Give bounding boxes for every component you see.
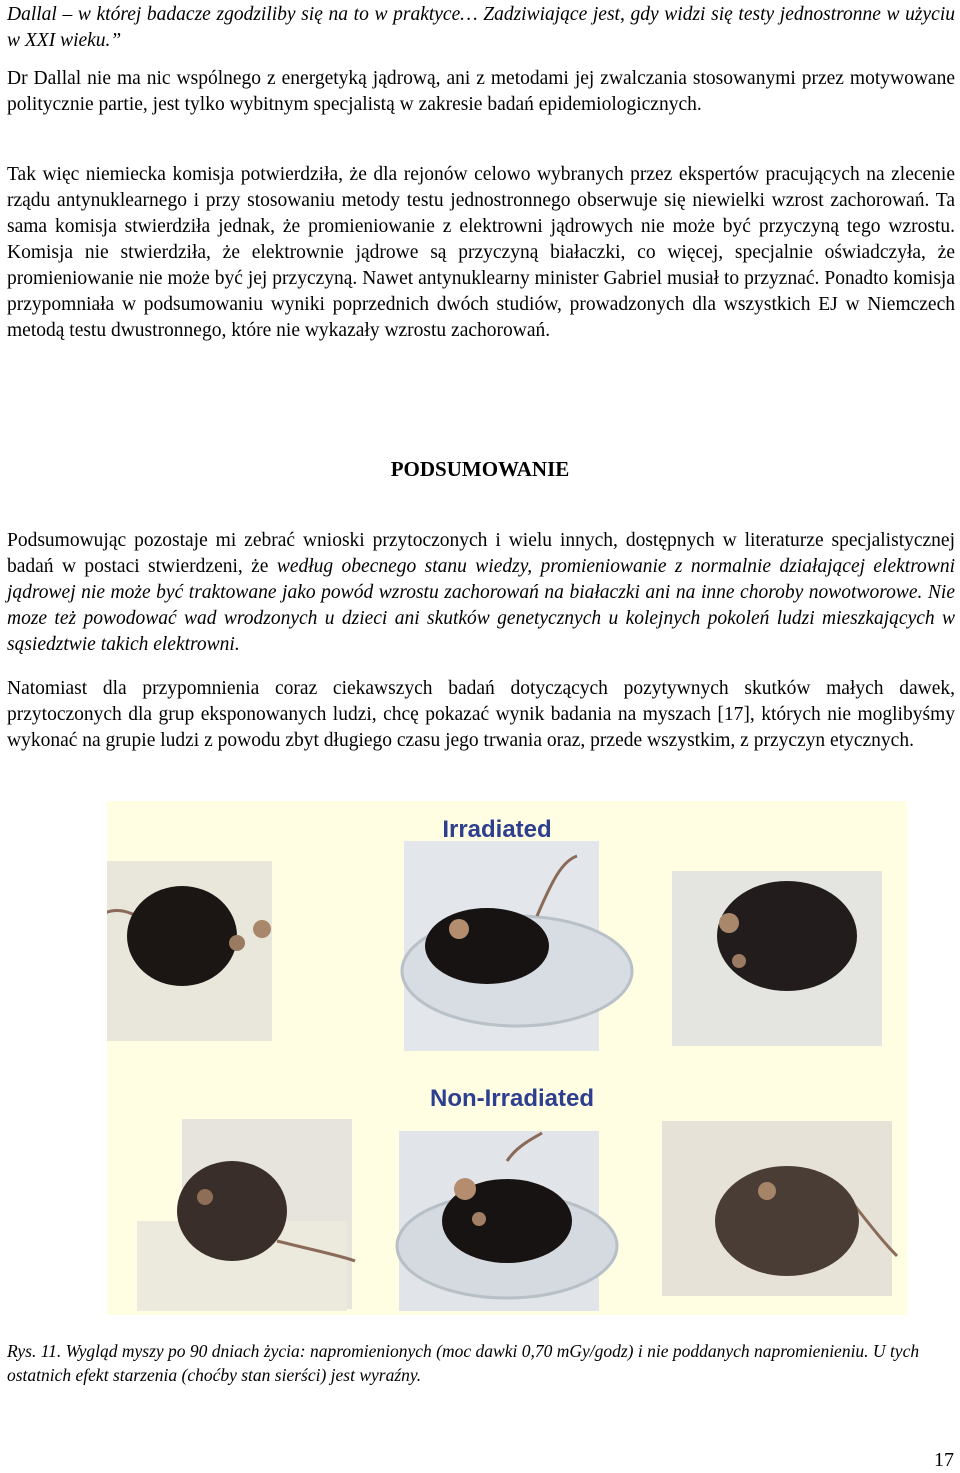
paragraph-dallal: Dr Dallal nie ma nic wspólnego z energetyką jądrową, ani z metodami jej zwalczania stosowanymi przez motywowane politycznie partie, jest tylko wybitnym specjalistą w zakresie badań epidemiologicznych. <box>7 68 955 115</box>
section-heading: PODSUMOWANIE <box>390 457 570 481</box>
mice-figure <box>107 801 907 1315</box>
paragraph-summary <box>7 528 955 658</box>
paragraph-mice: Natomiast dla przypomnienia coraz ciekawszych badań dotyczących pozytywnych skutków małych dawek, przytoczonych dla grup eksponowanych ludzi, chcę pokazać wynik badania na myszach [17], których nie moglibyśmy wykonać na grupie ludzi z powodu zbyt długiego czasu jego trwania oraz, przede wszystkim, z przyczyn etycznych. <box>7 678 955 751</box>
paragraph-commission: Tak więc niemiecka komisja potwierdziła, że dla rejonów celowo wybranych przez ekspertów pracujących na zlecenie rządu antynuklearnego i przy stosowaniu metody testu jednostronnego obserwuje się niewielki wzrost zachorowań. Ta sama komisja stwierdziła jednak, że promieniowanie z elektrowni jądrowych nie może być przyczyną tego wzrostu. Komisja nie stwierdziła, że elektrownie jądrowe są przyczyną białaczki, co więcej, specjalnie oświadczyła, że promieniowanie nie może być jej przyczyną. Nawet antynuklearny minister Gabriel musiał to przyznać. Ponadto komisja przypomniała w podsumowaniu wyniki poprzednich dwóch studiów, prowadzonych dla wszystkich EJ w Niemczech metodą testu dwustronnego, które nie wykazały wzrostu zachorowań. <box>7 164 955 341</box>
page-number: 17 <box>934 1449 954 1471</box>
summary-normal-text: Podsumowując pozostaje mi zebrać wnioski przytoczonych i wielu innych, dostępnych w literaturze specjalistycznej badań w postaci stwierdzeni, że <box>7 530 955 577</box>
intro-quote: Dallal – w której badacze zgodziliby się na to w praktyce… Zadziwiające jest, gdy widzi się testy jednostronne w użyciu w XXI wieku.” <box>7 4 955 51</box>
mouse-irradiated-3 <box>717 881 857 991</box>
figure-caption: Rys. 11. Wygląd myszy po 90 dniach życia: napromienionych (moc dawki 0,70 mGy/godz) i nie poddanych napromienieniu. U tych ostatnich efekt starzenia (choćby stan sierści) jest wyraźny. <box>7 1341 920 1385</box>
label-non-irradiated: Non-Irradiated <box>429 1085 595 1112</box>
label-irradiated: Irradiated <box>442 816 552 843</box>
summary-italic-text: według obecnego stanu wiedzy, promieniowanie z normalnie działającej elektrowni jądrowej nie może być traktowane jako powód wzrostu zachorowań na białaczki ani na inne choroby nowotworowe. Nie moze też powodować wad wrodzonych u dzieci ani skutków genetycznych u kolejnych pokoleń ludzi mieszkających w sąsiedztwie takich elektrowni. <box>7 556 955 655</box>
